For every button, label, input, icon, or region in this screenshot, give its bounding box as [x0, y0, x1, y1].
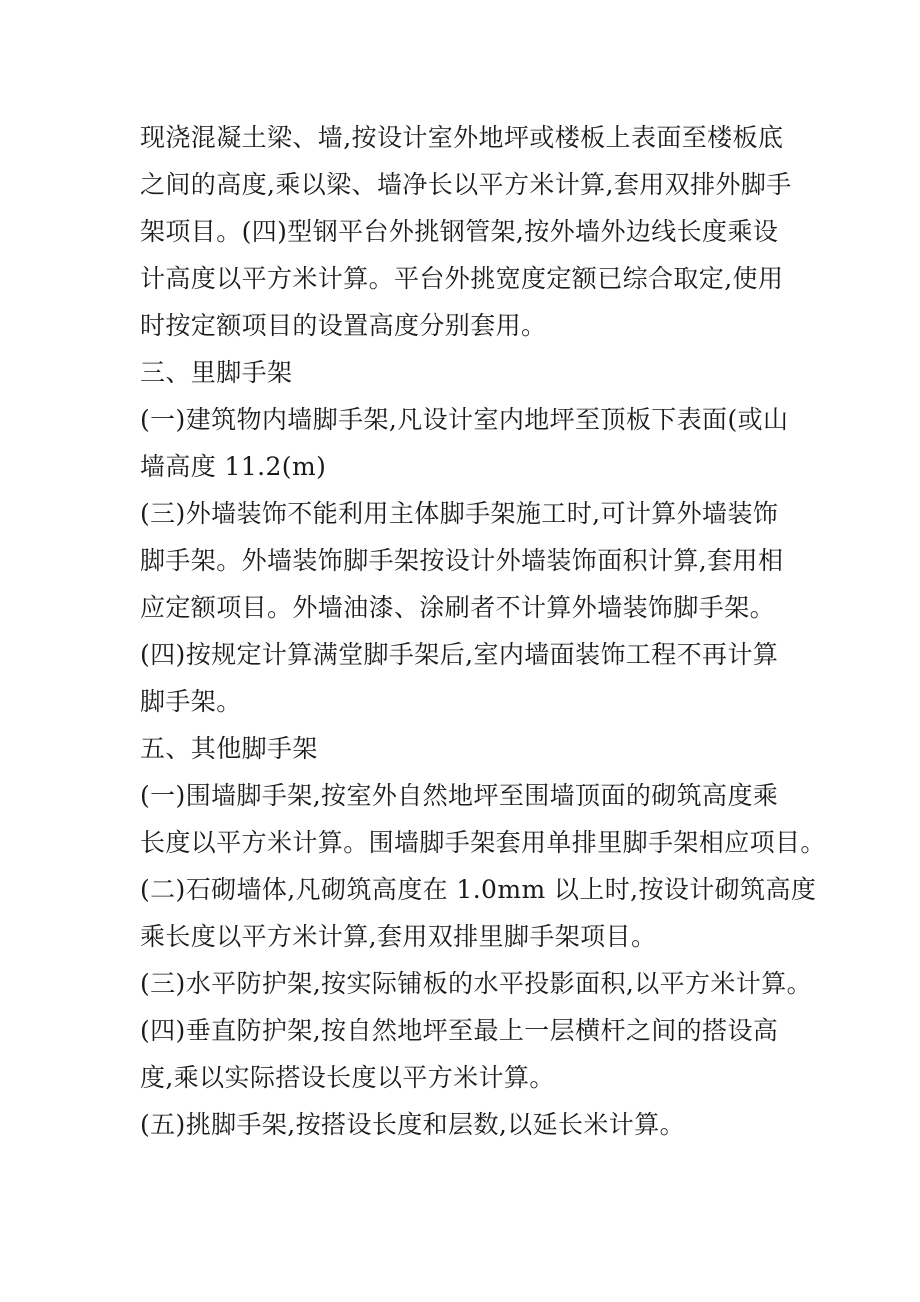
text-line: (五)挑脚手架,按搭设长度和层数,以延长米计算。	[140, 1110, 686, 1139]
text-line: 墙高度 11.2(m)	[140, 452, 327, 481]
text-line: (三)外墙装饰不能利用主体脚手架施工时,可计算外墙装饰	[140, 499, 779, 528]
text-line: 现浇混凝土梁、墙,按设计室外地坪或楼板上表面至楼板底	[140, 123, 784, 152]
text-line: (一)围墙脚手架,按室外自然地坪至围墙顶面的砌筑高度乘	[140, 781, 779, 810]
text-line: 时按定额项目的设置高度分别套用。	[140, 311, 547, 340]
text-line: 计高度以平方米计算。平台外挑宽度定额已综合取定,使用	[140, 264, 784, 293]
text-line: 架项目。(四)型钢平台外挑钢管架,按外墙外边线长度乘设	[140, 217, 779, 246]
text-line: (四)垂直防护架,按自然地坪至最上一层横杆之间的搭设高	[140, 1016, 779, 1045]
text-line: (一)建筑物内墙脚手架,凡设计室内地坪至顶板下表面(或山	[140, 405, 789, 434]
text-line: 度,乘以实际搭设长度以平方米计算。	[140, 1063, 555, 1092]
text-line: 脚手架。	[140, 687, 242, 716]
text-line: 乘长度以平方米计算,套用双排里脚手架项目。	[140, 922, 657, 951]
document-body	[140, 114, 826, 1148]
text-line: (三)水平防护架,按实际铺板的水平投影面积,以平方米计算。	[140, 969, 813, 998]
text-line: 应定额项目。外墙油漆、涂刷者不计算外墙装饰脚手架。	[140, 593, 776, 622]
text-line: 脚手架。外墙装饰脚手架按设计外墙装饰面积计算,套用相	[140, 546, 784, 575]
section-heading: 五、其他脚手架	[140, 734, 318, 763]
text-line: 长度以平方米计算。围墙脚手架套用单排里脚手架相应项目。	[140, 828, 826, 857]
text-line: 之间的高度,乘以梁、墙净长以平方米计算,套用双排外脚手	[140, 170, 792, 199]
text-line: (二)石砌墙体,凡砌筑高度在 1.0mm 以上时,按设计砌筑高度	[140, 875, 817, 904]
section-heading: 三、里脚手架	[140, 358, 293, 387]
text-line: (四)按规定计算满堂脚手架后,室内墙面装饰工程不再计算	[140, 640, 779, 669]
